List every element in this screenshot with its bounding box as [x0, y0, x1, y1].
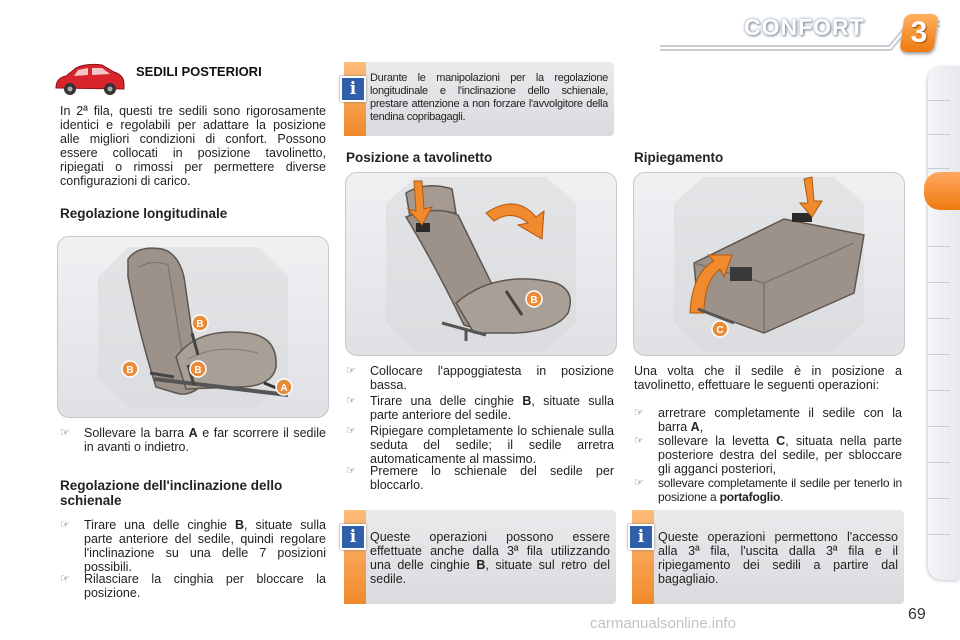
- bullet-icon: ☞: [346, 425, 356, 437]
- info-icon: i: [340, 524, 366, 550]
- tab-divider: [928, 318, 950, 319]
- bullet-icon: ☞: [60, 427, 70, 439]
- seat-longitudinal-figure: [57, 236, 329, 418]
- folding-title: Ripiegamento: [634, 150, 724, 165]
- list-item: ☞ Tirare una delle cinghie B, situate sulla parte anteriore del sedile.: [346, 394, 614, 422]
- tab-divider: [928, 354, 950, 355]
- folding-intro: Una volta che il sedile è in posizione a tavolinetto, effettuare le seguenti operazioni:: [634, 364, 902, 392]
- tab-active-chapter[interactable]: [924, 172, 960, 210]
- tab-divider: [928, 534, 950, 535]
- tab-divider: [928, 426, 950, 427]
- list-item: ☞ sollevare la levetta C, situata nella parte posteriore destra del sedile, per sbloccare gli agganci posteriori,: [634, 434, 902, 476]
- info-icon: i: [340, 76, 366, 102]
- bullet-icon: ☞: [634, 435, 644, 447]
- list-item: ☞ Collocare l'appoggiatesta in posizione bassa.: [346, 364, 614, 392]
- watermark: carmanualsonline.info: [590, 615, 736, 632]
- car-icon: [52, 60, 128, 98]
- info-icon: i: [628, 524, 654, 550]
- svg-text:B: B: [196, 319, 204, 330]
- svg-text:C: C: [716, 325, 724, 336]
- label-c: [712, 321, 728, 337]
- section-title: SEDILI POSTERIORI: [136, 64, 262, 79]
- bullet-icon: ☞: [346, 395, 356, 407]
- bullet-icon: ☞: [634, 477, 644, 489]
- info-middle-text: Queste operazioni possono essere effettuate anche dalla 3ª fila utilizzando una delle cinghie B, situate sul retro del sedile.: [370, 530, 610, 586]
- list-item: ☞ Sollevare la barra A e far scorrere il sedile in avanti o indietro.: [60, 426, 326, 454]
- seat-table-figure: [345, 172, 617, 356]
- list-item: ☞ Tirare una delle cinghie B, situate sulla parte anteriore del sedile, quindi regolare l'inclinazione su una delle 7 posizioni possibili.: [60, 518, 326, 574]
- svg-text:A: A: [280, 383, 288, 394]
- bullet-icon: ☞: [60, 519, 70, 531]
- bullet-icon: ☞: [60, 573, 70, 585]
- tab-divider: [928, 168, 950, 169]
- list-item: ☞ Premere lo schienale del sedile per bloccarlo.: [346, 464, 614, 492]
- bullet-icon: ☞: [634, 407, 644, 419]
- list-item: ☞ Rilasciare la cinghia per bloccare la posizione.: [60, 572, 326, 600]
- label-a: [276, 379, 292, 395]
- svg-text:B: B: [126, 365, 134, 376]
- list-item: ☞ arretrare completamente il sedile con la barra A,: [634, 406, 902, 434]
- tab-divider: [928, 390, 950, 391]
- longitudinal-title: Regolazione longitudinale: [60, 206, 228, 221]
- svg-text:B: B: [530, 295, 538, 306]
- tab-divider: [928, 246, 950, 247]
- table-position-title: Posizione a tavolinetto: [346, 150, 493, 165]
- label-b: [526, 291, 542, 307]
- page-title: CONFORT: [744, 14, 865, 40]
- chapter-tabs: [928, 66, 960, 580]
- list-item: ☞ Ripiegare completamente lo schienale sulla seduta del sedile; il sedile arretra automaticamente al massimo.: [346, 424, 614, 466]
- label-b-bottom: [190, 361, 206, 377]
- intro-paragraph: In 2ª fila, questi tre sedili sono rigorosamente identici e regolabili per adattare la posizione alle migliori condizioni di confort. Possono essere collocati in posizione tavolinetto, ripiegati o rimossi per permettere diverse configurazioni di carico.: [60, 104, 326, 188]
- tab-divider: [928, 282, 950, 283]
- svg-text:B: B: [194, 365, 202, 376]
- info-right-text: Queste operazioni permettono l'accesso alla 3ª fila, l'uscita dalla 3ª fila e il ripiegamento dei sedili a partire dal bagagliaio.: [658, 530, 898, 586]
- label-b-top: [192, 315, 208, 331]
- seat-folding-figure: [633, 172, 905, 356]
- list-item: ☞ sollevare completamente il sedile per tenerlo in posizione a portafoglio.: [634, 476, 902, 504]
- tab-divider: [928, 134, 950, 135]
- tab-divider: [928, 462, 950, 463]
- bullet-icon: ☞: [346, 365, 356, 377]
- tab-divider: [928, 100, 950, 101]
- chapter-badge: [899, 14, 938, 52]
- page-number: 69: [908, 606, 926, 623]
- bullet-icon: ☞: [346, 465, 356, 477]
- tab-divider: [928, 498, 950, 499]
- chapter-number: 3: [910, 16, 928, 49]
- info-top-text: Durante le manipolazioni per la regolazione longitudinale e l'inclinazione dello schienale, prestare attenzione a non forzare l'avvolgitore della tendina copribagagli.: [370, 72, 608, 123]
- inclination-title: Regolazione dell'inclinazione dello schienale: [60, 478, 283, 508]
- label-b-left: [122, 361, 138, 377]
